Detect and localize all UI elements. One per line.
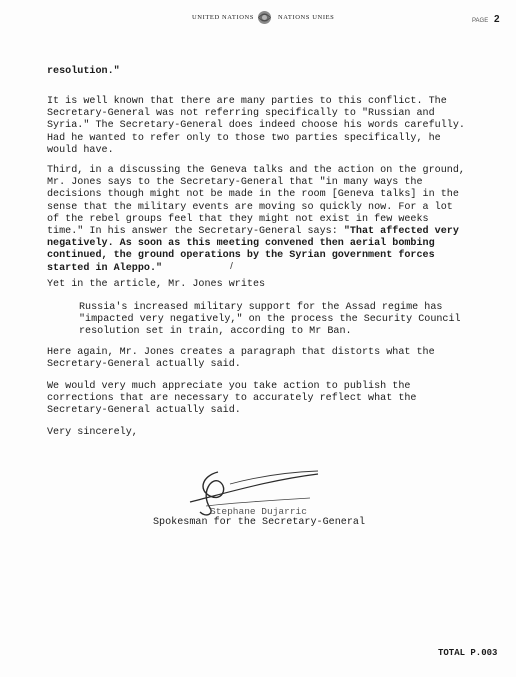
text-line: Third, in a discussing the Geneva talks and the action on the ground, xyxy=(47,165,465,176)
text-line-bold: started in Aleppo." xyxy=(47,262,163,274)
text-line-mixed xyxy=(47,226,465,238)
text-line-bold: continued, the ground operations by the Syrian government forces xyxy=(47,250,435,262)
text-line: resolution set in train, according to Mr Ban. xyxy=(79,326,352,338)
text-line: resolution." xyxy=(47,66,120,77)
stray-mark-icon xyxy=(230,262,233,269)
text-line: Here again, Mr. Jones creates a paragraph that distorts what the xyxy=(47,347,435,358)
text-line: of the rebel groups feel that they might not exist in few weeks xyxy=(47,213,429,225)
quote-intro: time." In his answer the Secretary-General says: xyxy=(47,225,344,237)
text-line: decisions though might not be made in the room [Geneva talks] in the xyxy=(47,189,459,201)
text-line: would have. xyxy=(47,144,114,156)
text-line: Secretary-General actually said. xyxy=(47,359,241,371)
paragraph-article-intro xyxy=(47,279,265,291)
block-quote xyxy=(79,302,461,339)
page-number: 2 xyxy=(494,14,500,25)
closing-text: Very sincerely, xyxy=(47,427,138,438)
text-line: Yet in the article, Mr. Jones writes xyxy=(47,279,266,290)
text-line: Syria." The Secretary-General does indeed choose his words carefully. xyxy=(47,120,465,132)
text-line: We would very much appreciate you take action to publish the xyxy=(47,381,411,392)
signatory-name: Stephane Dujarric xyxy=(210,506,307,517)
page-label: PAGE xyxy=(472,18,489,24)
text-line: Secretary-General actually said. xyxy=(47,405,241,417)
text-line: It is well known that there are many parties to this conflict. The xyxy=(47,96,447,107)
quote-bold-start: "That affected very xyxy=(343,225,459,237)
text-line: corrections that are necessary to accurately reflect what the xyxy=(47,393,417,405)
closing xyxy=(47,427,138,439)
paragraph-resolution xyxy=(47,66,120,78)
paragraph-parties xyxy=(47,96,465,157)
paragraph-geneva xyxy=(47,165,465,275)
fax-total-pages: TOTAL P.003 xyxy=(438,648,498,658)
paragraph-distorts xyxy=(47,347,435,371)
org-name-french: NATIONS UNIES xyxy=(278,14,335,21)
org-name-english: UNITED NATIONS xyxy=(192,14,255,21)
paragraph-request xyxy=(47,381,417,418)
text-line: sense that the military events are moving so quickly now. For a lot xyxy=(47,201,453,213)
text-line: Had he wanted to refer only to those two parties specifically, he xyxy=(47,132,441,144)
text-line-bold: negatively. As soon as this meeting convened then aerial bombing xyxy=(47,238,435,250)
text-line: "impacted very negatively," on the process the Security Council xyxy=(79,314,461,326)
un-emblem-icon xyxy=(257,10,272,25)
signatory-title: Spokesman for the Secretary-General xyxy=(153,517,366,528)
text-line: Mr. Jones says to the Secretary-General that "in many ways the xyxy=(47,177,423,189)
letterhead xyxy=(0,10,516,30)
text-line: Russia's increased military support for the Assad regime has xyxy=(79,302,443,313)
text-line: Secretary-General was not referring specifically to "Russian and xyxy=(47,108,435,120)
